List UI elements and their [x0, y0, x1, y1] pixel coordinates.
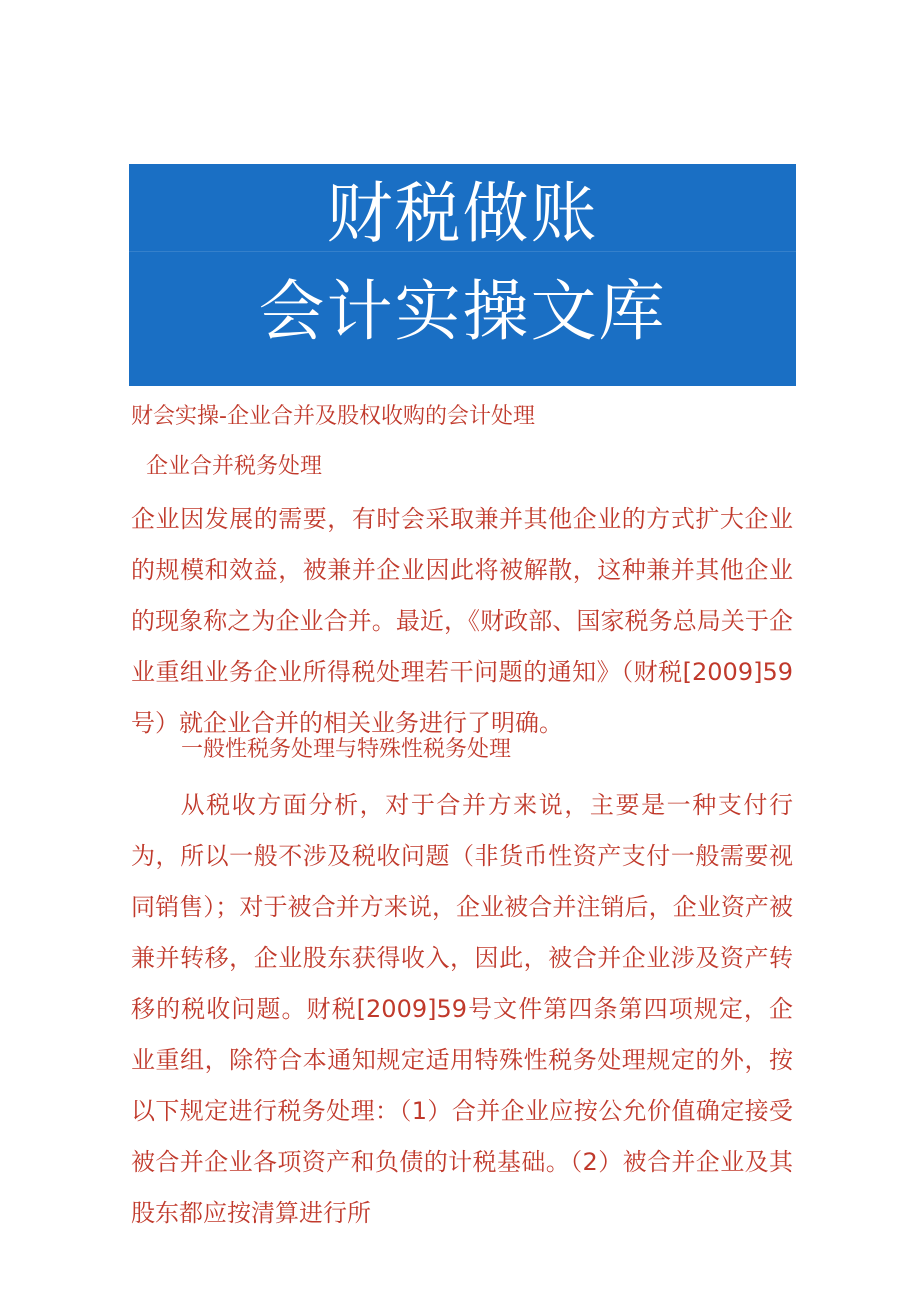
body-paragraph-2	[131, 780, 793, 1239]
banner-title-line-1: 财税做账	[326, 175, 599, 252]
section-heading: 企业合并税务处理	[146, 454, 323, 479]
body-paragraph-1: 企业因发展的需要，有时会采取兼并其他企业的方式扩大企业的规模和效益，被兼并企业因此将被解散，这种兼并其他企业的现象称之为企业合并。最近，《财政部、国家税务总局关于企业重组业务企业所得税处理若干问题的通知》（财税[2009]59号）就企业合并的相关业务进行了明确。	[131, 505, 793, 737]
banner-title-line-2: 会计实操文库	[258, 273, 667, 350]
title-banner	[129, 164, 796, 386]
body-paragraph-2-text: 从税收方面分析，对于合并方来说，主要是一种支付行为，所以一般不涉及税收问题（非货币性资产支付一般需要视同销售）；对于被合并方来说，企业被合并注销后，企业资产被兼并转移，企业股东获得收入，因此，被合并企业涉及资产转移的税收问题。财税[2009]59号文件第四条第四项规定，企业重组，除符合本通知规定适用特殊性税务处理规定的外，按以下规定进行税务处理：（1）合并企业应按公允价值确定接受被合并企业各项资产和负债的计税基础。（2）被合并企业及其股东都应按清算进行所	[131, 791, 793, 1227]
document-title: 财会实操-企业合并及股权收购的会计处理	[131, 404, 535, 429]
sub-heading: 一般性税务处理与特殊性税务处理	[181, 737, 512, 762]
banner-divider	[129, 251, 796, 252]
